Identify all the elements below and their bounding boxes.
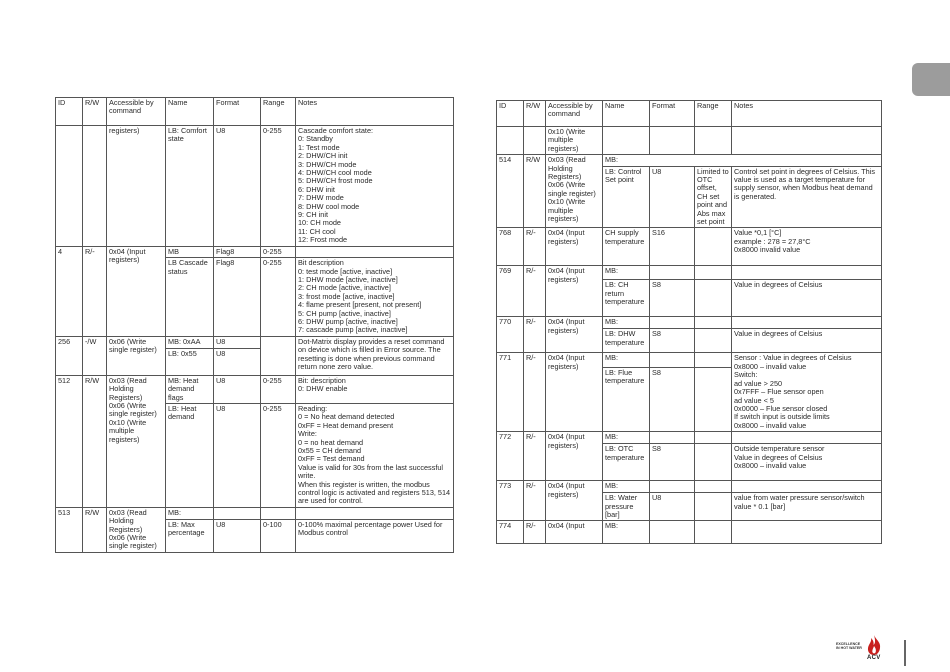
cell-format: U8 — [214, 519, 261, 552]
table-row — [497, 155, 882, 166]
cell-rw: R/- — [83, 246, 107, 336]
chapter-tab — [912, 63, 950, 96]
table-header-row — [56, 98, 454, 126]
cell-command: 0x04 (Input registers) — [107, 246, 166, 336]
cell-format: U8 — [214, 126, 261, 247]
cell-name: LB: Flue temperature — [603, 368, 650, 432]
table-row — [56, 507, 454, 519]
cell-range: 0-255 — [261, 375, 296, 403]
cell-id — [56, 126, 83, 247]
cell-command: 0x04 (Input registers) — [546, 266, 603, 317]
cell-notes — [732, 266, 882, 280]
cell-name: LB: 0x55 — [166, 348, 214, 375]
cell-notes: Value *0,1 [°C] example : 278 = 27,8°C 0x8000 invalid value — [732, 228, 882, 266]
table-row — [56, 246, 454, 257]
cell-format — [650, 266, 695, 280]
cell-range — [261, 507, 296, 519]
cell-command: 0x03 (Read Holding Registers) 0x06 (Write single register) — [107, 507, 166, 552]
cell-range — [695, 368, 732, 432]
header-rw: R/W — [83, 98, 107, 126]
cell-range: 0-255 — [261, 126, 296, 247]
cell-format: S8 — [650, 329, 695, 353]
cell-id: 774 — [497, 521, 524, 544]
cell-name: LB: Heat demand — [166, 403, 214, 507]
table-header-row — [497, 101, 882, 127]
cell-rw: -/W — [83, 336, 107, 375]
table-row — [56, 126, 454, 247]
cell-format — [214, 507, 261, 519]
cell-range: Limited to OTC offset, CH set point and Abs max set point — [695, 166, 732, 228]
cell-notes: Outside temperature sensor Value in degrees of Celsius 0x8000 – invalid value — [732, 444, 882, 481]
right-register-table — [496, 100, 882, 544]
cell-command: 0x04 (Input registers) — [546, 481, 603, 521]
cell-name: LB: OTC temperature — [603, 444, 650, 481]
cell-format: S8 — [650, 280, 695, 317]
header-command: Accessible by command — [546, 101, 603, 127]
table-row — [497, 432, 882, 444]
cell-range — [695, 493, 732, 521]
cell-notes: Bit: description 0: DHW enable — [296, 375, 454, 403]
cell-format: U8 — [214, 375, 261, 403]
header-name: Name — [603, 101, 650, 127]
header-format: Format — [214, 98, 261, 126]
cell-notes — [732, 127, 882, 155]
cell-id: 770 — [497, 317, 524, 353]
header-id: ID — [56, 98, 83, 126]
cell-format — [650, 521, 695, 544]
cell-name: MB: — [603, 266, 650, 280]
cell-range — [695, 329, 732, 353]
notes-sensor: Sensor : Value in degrees of Celsius 0x8000 – invalid value — [734, 353, 852, 371]
cell-range — [695, 280, 732, 317]
cell-notes: Value in degrees of Celsius — [732, 280, 882, 317]
cell-id: 773 — [497, 481, 524, 521]
cell-command: 0x10 (Write multiple registers) — [546, 127, 603, 155]
cell-rw — [83, 126, 107, 247]
cell-name: MB: 0xAA — [166, 336, 214, 348]
header-range: Range — [261, 98, 296, 126]
cell-notes — [732, 481, 882, 493]
cell-name: MB: — [603, 521, 650, 544]
cell-notes — [732, 521, 882, 544]
cell-format: Flag8 — [214, 258, 261, 337]
cell-notes: Cascade comfort state: 0: Standby 1: Test mode 2: DHW/CH init 3: DHW/CH mode 4: DHW/CH cool mode 5: DHW/CH frost mode 6: DHW init 7: DHW mode 8: DHW cool mode 9: CH init 10: CH mode 11: CH cool 12: Frost mode — [296, 126, 454, 247]
cell-notes — [296, 507, 454, 519]
header-id: ID — [497, 101, 524, 127]
cell-name: MB: — [603, 155, 882, 166]
cell-format — [650, 432, 695, 444]
table-row — [497, 481, 882, 493]
cell-name: LB: DHW temperature — [603, 329, 650, 353]
table-row — [497, 266, 882, 280]
cell-id: 769 — [497, 266, 524, 317]
cell-format: Flag8 — [214, 246, 261, 257]
cell-id: 512 — [56, 375, 83, 507]
cell-id: 768 — [497, 228, 524, 266]
cell-range — [695, 353, 732, 368]
cell-notes: Dot-Matrix display provides a reset command on device which is filled in Error source. The resetting is done when previous command return none zero value. — [296, 336, 454, 375]
cell-command: 0x03 (Read Holding Registers) 0x06 (Write single register) 0x10 (Write multiple registers) — [107, 375, 166, 507]
cell-name: LB Cascade status — [166, 258, 214, 337]
cell-rw: R/- — [524, 481, 546, 521]
table-row — [497, 228, 882, 266]
cell-format — [650, 127, 695, 155]
cell-notes — [732, 353, 882, 432]
cell-range — [695, 127, 732, 155]
cell-range: 0-255 — [261, 403, 296, 507]
cell-rw: R/- — [524, 228, 546, 266]
table-row — [497, 127, 882, 155]
table-row — [56, 336, 454, 348]
header-name: Name — [166, 98, 214, 126]
table-row — [497, 521, 882, 544]
cell-format — [650, 317, 695, 329]
cell-id: 4 — [56, 246, 83, 336]
cell-rw: R/W — [524, 155, 546, 228]
cell-name: MB: — [603, 481, 650, 493]
cell-command: registers) — [107, 126, 166, 247]
cell-command: 0x04 (Input registers) — [546, 317, 603, 353]
cell-name: CH supply temperature — [603, 228, 650, 266]
cell-command: 0x04 (Input registers) — [546, 228, 603, 266]
flame-icon — [864, 634, 884, 656]
cell-format: S8 — [650, 368, 695, 432]
cell-range — [695, 432, 732, 444]
cell-command: 0x04 (Input registers) — [546, 432, 603, 481]
header-range: Range — [695, 101, 732, 127]
header-notes: Notes — [296, 98, 454, 126]
cell-format — [650, 353, 695, 368]
cell-notes: 0-100% maximal percentage power Used for Modbus control — [296, 519, 454, 552]
left-register-table — [55, 97, 454, 553]
cell-name: LB: Water pressure [bar] — [603, 493, 650, 521]
cell-notes: Reading: 0 = No heat demand detected 0xFF = Heat demand present Write: 0 = no heat demand 0x55 = CH demand 0xFF = Test demand Value is valid for 30s from the last successful write. When this register is written, the modbus control logic is activated and registers 513, 514 are used for control. — [296, 403, 454, 507]
cell-format: U8 — [650, 166, 695, 228]
cell-notes — [732, 432, 882, 444]
cell-range: 0-100 — [261, 519, 296, 552]
cell-format: U8 — [214, 348, 261, 375]
cell-range — [695, 444, 732, 481]
cell-name: MB: — [603, 432, 650, 444]
cell-rw: R/- — [524, 266, 546, 317]
cell-format — [650, 481, 695, 493]
cell-name: LB: CH return temperature — [603, 280, 650, 317]
cell-rw: R/W — [83, 375, 107, 507]
cell-command: 0x06 (Write single register) — [107, 336, 166, 375]
cell-name: MB: — [603, 317, 650, 329]
cell-name: MB: — [166, 507, 214, 519]
table-row — [56, 375, 454, 403]
cell-notes: Control set point in degrees of Celsius. This value is used as a target temperature for supply sensor, when Modbus heat demand is generated. — [732, 166, 882, 228]
footer-divider — [904, 640, 906, 666]
cell-range: 0-255 — [261, 246, 296, 257]
cell-format: U8 — [214, 336, 261, 348]
cell-rw: R/- — [524, 317, 546, 353]
cell-notes: value from water pressure sensor/switch value * 0.1 [bar] — [732, 493, 882, 521]
table-row — [497, 317, 882, 329]
header-command: Accessible by command — [107, 98, 166, 126]
cell-name: LB: Max percentage — [166, 519, 214, 552]
cell-rw — [524, 127, 546, 155]
cell-name: MB — [166, 246, 214, 257]
cell-rw: R/W — [83, 507, 107, 552]
cell-rw: R/- — [524, 353, 546, 432]
cell-rw: R/- — [524, 521, 546, 544]
cell-format: U8 — [650, 493, 695, 521]
logo-brand: ACV — [867, 655, 881, 661]
cell-rw: R/- — [524, 432, 546, 481]
cell-name: MB: Heat demand flags — [166, 375, 214, 403]
notes-switch: Switch: ad value > 250 0x7FFF – Flue sensor open ad value < 5 0x0000 – Flue sensor closed If switch input is outside limits 0x8000 – invalid value — [734, 370, 830, 430]
cell-notes — [296, 246, 454, 257]
cell-format: S8 — [650, 444, 695, 481]
cell-id: 513 — [56, 507, 83, 552]
cell-name: LB: Comfort state — [166, 126, 214, 247]
header-rw: R/W — [524, 101, 546, 127]
cell-range — [695, 228, 732, 266]
cell-notes: Value in degrees of Celsius — [732, 329, 882, 353]
cell-name: MB: — [603, 353, 650, 368]
cell-name: LB: Control Set point — [603, 166, 650, 228]
cell-range — [695, 481, 732, 493]
cell-range — [695, 317, 732, 329]
logo-tagline: EXCELLENCE IN HOT WATER — [836, 642, 862, 650]
cell-format: S16 — [650, 228, 695, 266]
cell-id — [497, 127, 524, 155]
cell-command: 0x03 (Read Holding Registers) 0x06 (Write single register) 0x10 (Write multiple registers) — [546, 155, 603, 228]
cell-id: 256 — [56, 336, 83, 375]
cell-notes — [732, 317, 882, 329]
cell-range — [261, 336, 296, 375]
cell-id: 514 — [497, 155, 524, 228]
header-notes: Notes — [732, 101, 882, 127]
cell-range: 0-255 — [261, 258, 296, 337]
cell-command: 0x04 (Input registers) — [546, 353, 603, 432]
cell-id: 771 — [497, 353, 524, 432]
table-row — [497, 353, 882, 368]
cell-name — [603, 127, 650, 155]
cell-command: 0x04 (Input — [546, 521, 603, 544]
cell-format: U8 — [214, 403, 261, 507]
cell-range — [695, 521, 732, 544]
cell-range — [695, 266, 732, 280]
header-format: Format — [650, 101, 695, 127]
cell-notes: Bit description 0: test mode [active, inactive] 1: DHW mode [active, inactive] 2: CH mode [active, inactive] 3: frost mode [active, inactive] 4: flame present [present, not present] 5: CH pump [active, inactive] 6: DHW pump [active, inactive] 7: cascade pump [active, inactive] — [296, 258, 454, 337]
cell-id: 772 — [497, 432, 524, 481]
